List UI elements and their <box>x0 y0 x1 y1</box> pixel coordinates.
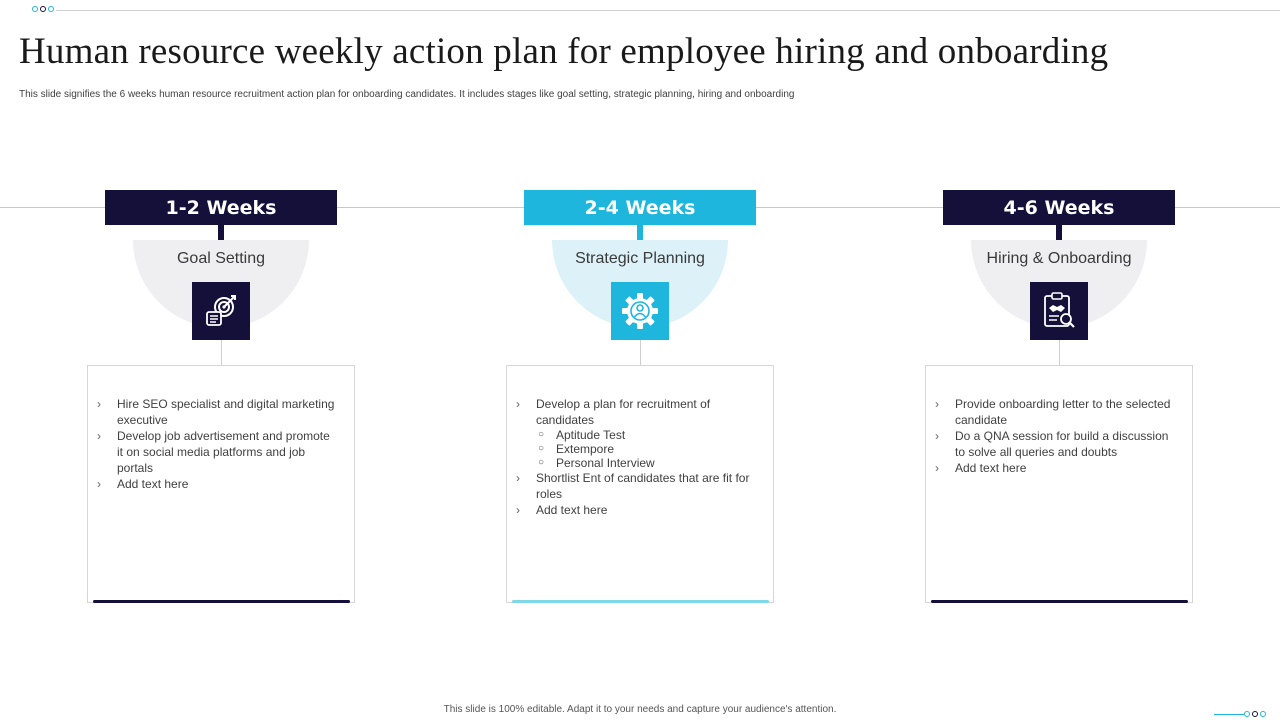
list-item: › Hire SEO specialist and digital marketing executive <box>97 397 335 427</box>
list-item: › Shortlist Ent of candidates that are fit for roles <box>516 471 750 501</box>
stage-title: Strategic Planning <box>575 250 705 267</box>
page-subtitle: This slide signifies the 6 weeks human resource recruitment action plan for onboarding candidates. It includes stages like goal setting, strategic planning, hiring and onboarding <box>19 89 795 100</box>
card-accent-bar <box>931 600 1188 603</box>
weeks-label: 4-6 Weeks <box>943 190 1175 225</box>
page-title: Human resource weekly action plan for employee hiring and onboarding <box>19 31 1109 72</box>
list-item: › Provide onboarding letter to the selected candidate <box>935 397 1171 427</box>
action-card <box>925 365 1193 603</box>
decorative-dots-bottom <box>1244 711 1266 717</box>
decorative-dots-top <box>32 6 54 12</box>
weeks-stem <box>637 225 643 240</box>
bottom-rule <box>1214 714 1244 715</box>
list-item: › Add text here <box>97 477 189 491</box>
weeks-stem <box>1056 225 1062 240</box>
connector-line <box>1059 340 1060 365</box>
list-item: › Add text here <box>935 461 1027 475</box>
card-accent-bar <box>93 600 350 603</box>
connector-line <box>221 340 222 365</box>
stage-title: Goal Setting <box>176 250 266 267</box>
target-checklist-icon <box>192 282 250 340</box>
column-weeks-2-4 <box>505 0 775 720</box>
sub-list-item: ○ Personal Interview <box>538 456 655 470</box>
gear-person-icon <box>611 282 669 340</box>
column-weeks-4-6 <box>924 0 1194 720</box>
list-item: › Do a QNA session for build a discussion to solve all queries and doubts <box>935 429 1169 459</box>
list-item: › Add text here <box>516 503 608 517</box>
weeks-label: 1-2 Weeks <box>105 190 337 225</box>
footer-note: This slide is 100% editable. Adapt it to your needs and capture your audience's attention. <box>443 704 837 715</box>
list-item: › Develop job advertisement and promote it on social media platforms and job portals <box>97 429 330 475</box>
column-weeks-1-2 <box>86 0 356 720</box>
connector-line <box>640 340 641 365</box>
handshake-clipboard-icon <box>1030 282 1088 340</box>
card-accent-bar <box>512 600 769 603</box>
action-card <box>87 365 355 603</box>
sub-list-item: ○ Aptitude Test <box>538 428 626 442</box>
stage-title: Hiring & Onboarding <box>986 250 1132 267</box>
weeks-stem <box>218 225 224 240</box>
weeks-label: 2-4 Weeks <box>524 190 756 225</box>
sub-list-item: ○ Extempore <box>538 442 615 456</box>
list-item: › Develop a plan for recruitment of candidates ○ Aptitude Test ○ Extempore ○ Personal Interview <box>516 396 756 470</box>
action-card <box>506 365 774 603</box>
